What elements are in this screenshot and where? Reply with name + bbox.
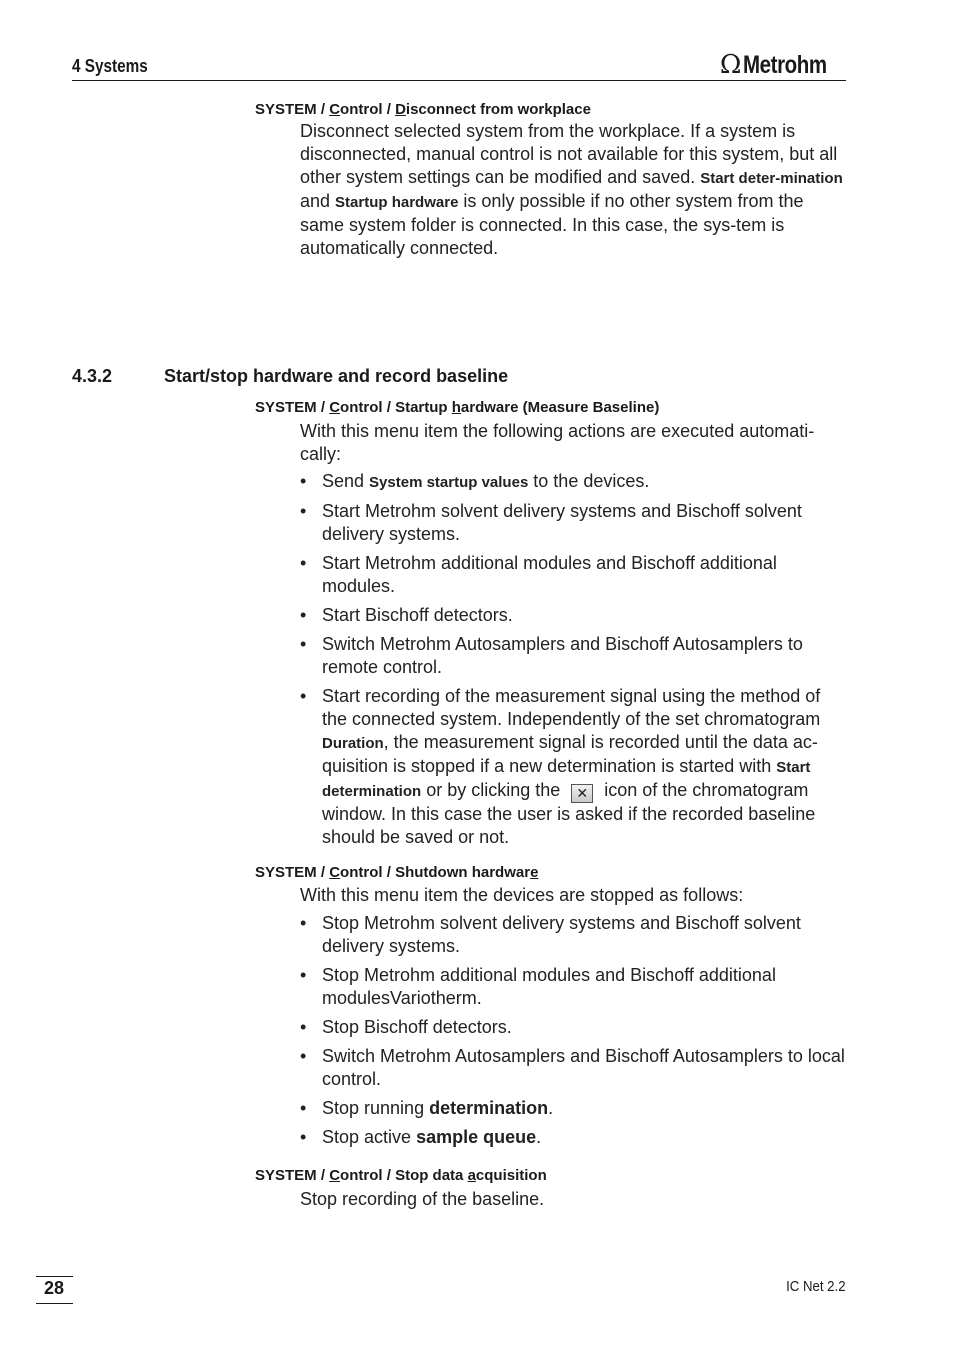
shutdown-actions-list: [300, 912, 846, 1155]
disconnect-description: Disconnect selected system from the workplace. If a system is disconnected, manual control is not available for this system, but all other system settings can be modified and saved. Start deter-mination and Startup hardware is only possible if no other system from the same system folder is connected. In this case, the sys-tem is automatically connected.: [300, 121, 843, 258]
shutdown-intro: With this menu item the devices are stopped as follows:: [300, 885, 744, 905]
menu-path-startup: SYSTEM / Control / Startup hardware (Measure Baseline): [255, 399, 660, 416]
list-item: • Stop Bischoff detectors.: [300, 1016, 846, 1039]
page-number-rule-top: [36, 1276, 73, 1277]
page-number: 28: [43, 1278, 65, 1298]
list-item: • Start Metrohm additional modules and Bischoff additional modules.: [300, 552, 846, 598]
menu-path-disconnect: SYSTEM / Control / Disconnect from workplace: [255, 101, 591, 118]
metrohm-logo: [720, 50, 845, 80]
startup-actions-list: [300, 470, 846, 855]
close-chromatogram-icon: ✕: [571, 784, 593, 803]
stop-acquisition-description: Stop recording of the baseline.: [300, 1189, 545, 1209]
list-item: • Switch Metrohm Autosamplers and Bischoff Autosamplers to local control.: [300, 1045, 846, 1091]
startup-intro: With this menu item the following actions are executed automati-cally:: [300, 421, 815, 464]
section-number: 4.3.2: [72, 366, 113, 386]
list-item: • Stop running determination.: [300, 1097, 846, 1120]
list-item: • Start recording of the measurement signal using the method of the connected system. Independently of the set chromatogram Duration, the measurement signal is recorded until the data ac-quisition is stopped if a new determination is started with Start determination or by clicking the ✕ icon of the chromatogram window. In this case the user is asked if the recorded baseline should be saved or not.: [300, 685, 846, 849]
header-rule: [72, 80, 846, 81]
product-name: IC Net 2.2: [786, 1278, 846, 1295]
list-item: • Stop Metrohm additional modules and Bischoff additional modulesVariotherm.: [300, 964, 846, 1010]
omega-logo-icon: Ω: [719, 50, 741, 80]
logo-text: Metrohm: [742, 50, 827, 79]
list-item: • Stop Metrohm solvent delivery systems and Bischoff solvent delivery systems.: [300, 912, 846, 958]
page-number-rule-bottom: [36, 1303, 73, 1304]
section-title: Start/stop hardware and record baseline: [164, 366, 509, 386]
menu-path-shutdown: SYSTEM / Control / Shutdown hardware: [255, 864, 539, 881]
list-item: • Stop active sample queue.: [300, 1126, 846, 1149]
list-item: • Start Bischoff detectors.: [300, 604, 846, 627]
list-item: • Send System startup values to the devices.: [300, 470, 846, 494]
list-item: • Switch Metrohm Autosamplers and Bischoff Autosamplers to remote control.: [300, 633, 846, 679]
list-item: • Start Metrohm solvent delivery systems and Bischoff solvent delivery systems.: [300, 500, 846, 546]
chapter-heading: 4 Systems: [72, 56, 148, 76]
menu-path-stop-acquisition: SYSTEM / Control / Stop data acquisition: [255, 1167, 547, 1184]
